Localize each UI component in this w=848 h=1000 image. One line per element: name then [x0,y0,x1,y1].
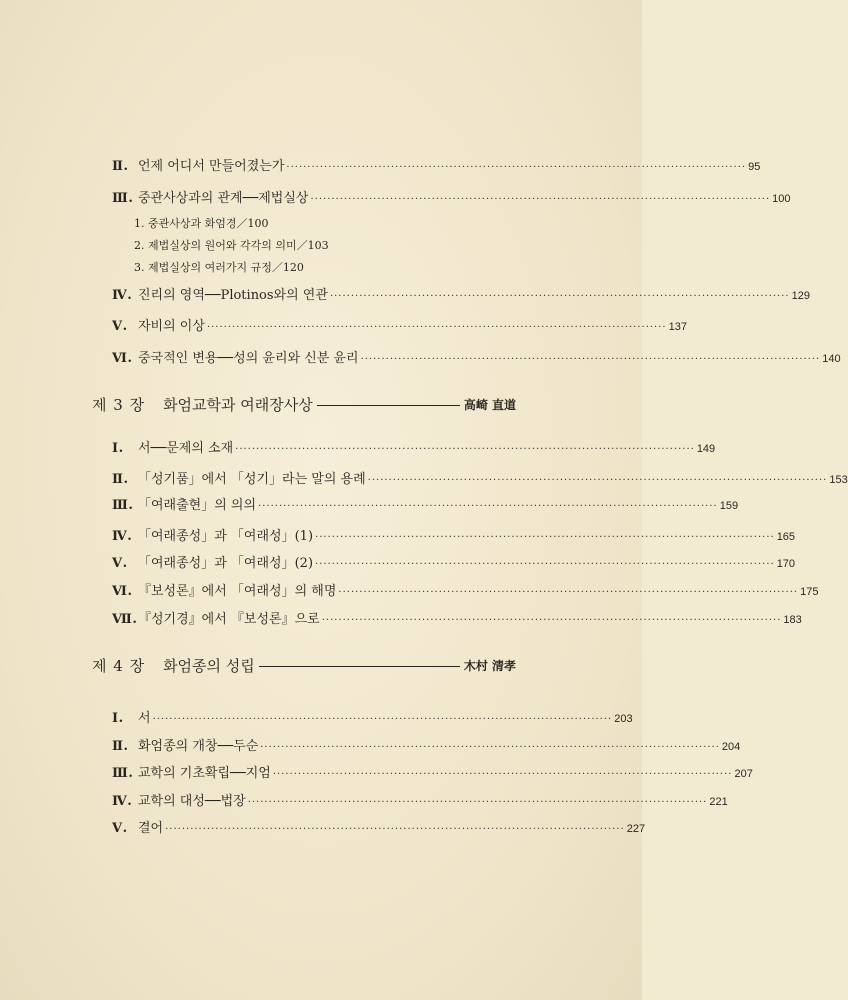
entry-number: Ⅵ. [112,351,133,366]
chapter-heading [92,655,516,677]
entry-number: Ⅲ. [112,498,134,513]
dot-leader [368,472,828,490]
entry-number: Ⅳ. [112,529,133,544]
toc-entry [112,287,810,306]
entry-page: 140 [822,353,841,365]
toc-subentry: 2. 제법실상의 원어와 각각의 의미／103 [134,239,329,252]
chapter-number: 제 3 장 [92,396,146,414]
dot-leader [153,711,613,729]
toc-entry [112,611,802,630]
toc-entry [112,738,741,757]
entry-page: 137 [668,321,687,333]
chapter-number: 제 4 장 [92,657,146,675]
dot-leader [273,766,733,784]
entry-title: 「성기품」에서 「성기」라는 말의 용례 [138,472,366,487]
entry-title: 서 [138,711,151,726]
toc-subentry: 1. 중관사상과 화엄경／100 [134,217,269,230]
dot-leader [338,584,798,602]
entry-title: 『보성론』에서 「여래성」의 해명 [138,584,337,599]
dot-leader [248,794,708,812]
entry-page: 204 [721,741,741,753]
entry-number: Ⅲ. [112,766,134,781]
entry-number: Ⅱ. [112,472,129,487]
chapter-rule [317,405,460,406]
entry-page: 203 [614,713,633,725]
dot-leader [235,441,695,459]
entry-number: Ⅶ. [112,612,138,627]
entry-number: Ⅰ. [112,711,124,726]
toc-entry [112,471,848,490]
entry-page: 100 [772,193,791,205]
dot-leader [310,191,770,209]
dot-leader [361,351,821,369]
dot-leader [286,159,746,177]
toc-entry [112,765,753,784]
entry-number: Ⅵ. [112,584,133,599]
toc-subentry: 3. 제법실상의 여러가지 규정／120 [134,261,304,274]
entry-page: 227 [626,823,646,835]
entry-number: Ⅴ. [112,821,128,836]
entry-number: Ⅳ. [112,288,133,303]
toc-entry [112,318,687,337]
entry-page: 207 [734,768,753,780]
toc-entry [112,555,796,574]
entry-page: 170 [776,558,796,570]
dot-leader [207,319,667,337]
toc-entry [112,710,633,729]
toc-entry [112,583,819,602]
entry-number: Ⅴ. [112,319,128,334]
entry-page: 95 [748,161,761,173]
entry-title: 자비의 이상 [138,319,205,334]
chapter-title: 화엄종의 성립 [163,657,255,675]
dot-leader [315,556,775,574]
entry-title: 「여래출현」의 의의 [138,498,257,513]
entry-page: 159 [719,500,739,512]
entry-number: Ⅱ. [112,159,129,174]
chapter-rule [259,666,460,667]
entry-title: 화엄종의 개창──두순 [138,739,259,754]
dot-leader [260,739,720,757]
entry-page: 183 [783,614,802,626]
toc-entry [112,820,646,839]
toc-entry [112,497,739,516]
toc-entry [112,350,841,369]
entry-title: 중국적인 변용──성의 윤리와 신분 윤리 [138,351,359,366]
toc-entry [112,440,716,459]
entry-number: Ⅴ. [112,556,128,571]
entry-page: 221 [709,796,728,808]
entry-title: 진리의 영역──Plotinos와의 연관 [138,288,328,303]
dot-leader [165,821,625,839]
chapter-heading [92,394,516,416]
entry-number: Ⅲ. [112,191,134,206]
toc-entry [112,793,728,812]
dot-leader [322,612,782,630]
chapter-author: 木村 清孝 [463,659,516,673]
entry-title: 중관사상과의 관계──제법실상 [138,191,309,206]
toc-entry [112,190,791,209]
toc-entry [112,528,796,547]
entry-number: Ⅱ. [112,739,129,754]
chapter-author: 高崎 直道 [463,398,516,412]
entry-page: 153 [829,474,848,486]
entry-title: 「여래종성」과 「여래성」(2) [138,556,314,571]
entry-number: Ⅳ. [112,794,133,809]
entry-page: 175 [800,586,819,598]
entry-page: 165 [776,531,796,543]
dot-leader [258,498,718,516]
entry-title: 결어 [138,821,164,836]
entry-title: 「여래종성」과 「여래성」(1) [138,529,314,544]
entry-title: 『성기경』에서 『보성론』으로 [138,612,320,627]
toc-entry [112,158,760,177]
entry-title: 교학의 대성──법장 [138,794,246,809]
dot-leader [330,288,790,306]
entry-page: 129 [791,290,810,302]
entry-number: Ⅰ. [112,441,124,456]
entry-title: 서──문제의 소재 [138,441,234,456]
entry-title: 교학의 기초확립──지엄 [138,766,271,781]
dot-leader [315,529,775,547]
entry-title: 언제 어디서 만들어졌는가 [138,159,285,174]
chapter-title: 화엄교학과 여래장사상 [163,396,313,414]
entry-page: 149 [696,443,716,455]
